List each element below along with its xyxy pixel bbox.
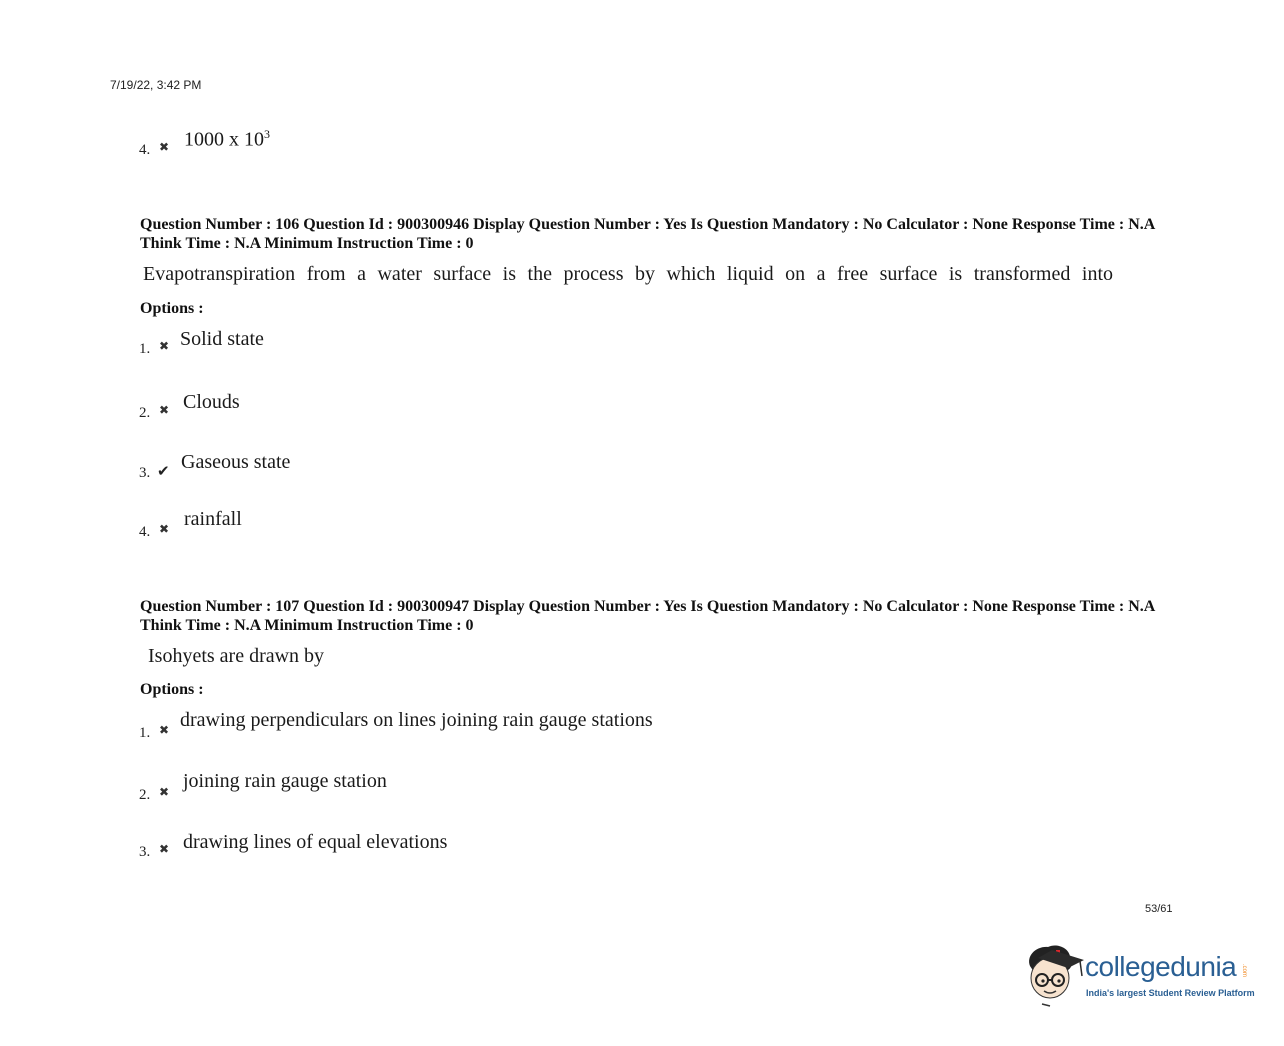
q106-meta: Question Number : 106 Question Id : 900300946 Display Question Number : Yes Is Question Mandatory : No Calculator : None Response Time : N.A Think Time : N.A Minimum Instruction Time : 0 — [140, 216, 1155, 252]
q106-question-text: Evapotranspiration from a water surface is the process by which liquid on a free surface is transformed into — [143, 263, 1113, 285]
q106-option-1-number: 1. — [139, 341, 151, 357]
page-number: 53/61 — [1145, 903, 1173, 915]
q107-question-text: Isohyets are drawn by — [148, 645, 325, 667]
prev-option-4-number: 4. — [139, 142, 151, 158]
cross-icon: ✖ — [159, 842, 170, 856]
q106-options-label: Options : — [140, 300, 204, 317]
q107-option-2-text: joining rain gauge station — [183, 770, 387, 792]
q106-option-2-text: Clouds — [183, 391, 240, 413]
cross-icon: ✖ — [159, 140, 170, 154]
checkmark-icon: ✔ — [157, 462, 170, 480]
q106-option-1-text: Solid state — [180, 328, 264, 350]
q106-option-2-number: 2. — [139, 405, 151, 421]
mascot-icon — [1022, 938, 1086, 1010]
logo-tagline: India's largest Student Review Platform — [1086, 988, 1255, 998]
cross-icon: ✖ — [159, 403, 170, 417]
q107-option-3-text: drawing lines of equal elevations — [183, 831, 448, 853]
q107-option-3-number: 3. — [139, 844, 151, 860]
logo-wordmark: collegedunia — [1085, 951, 1237, 982]
q107-options-label: Options : — [140, 681, 204, 698]
cross-icon: ✖ — [159, 785, 170, 799]
exponent: 3 — [264, 127, 270, 141]
q107-option-1-text: drawing perpendiculars on lines joining rain gauge stations — [180, 709, 653, 731]
q106-option-3-number: 3. — [139, 465, 151, 481]
prev-option-4-text: 1000 x $10^3$ — [184, 127, 270, 151]
q106-option-4-text: rainfall — [184, 508, 242, 530]
q106-option-4-number: 4. — [139, 524, 151, 540]
q107-option-1-number: 1. — [139, 725, 151, 741]
q106-option-3-text: Gaseous state — [181, 451, 291, 473]
cross-icon: ✖ — [159, 723, 170, 737]
q107-option-2-number: 2. — [139, 787, 151, 803]
logo-suffix: .com — [1241, 964, 1247, 978]
print-timestamp: 7/19/22, 3:42 PM — [110, 78, 202, 92]
cross-icon: ✖ — [159, 522, 170, 536]
cross-icon: ✖ — [159, 339, 170, 353]
q107-meta: Question Number : 107 Question Id : 900300947 Display Question Number : Yes Is Question Mandatory : No Calculator : None Response Time : N.A Think Time : N.A Minimum Instruction Time : 0 — [140, 598, 1155, 634]
